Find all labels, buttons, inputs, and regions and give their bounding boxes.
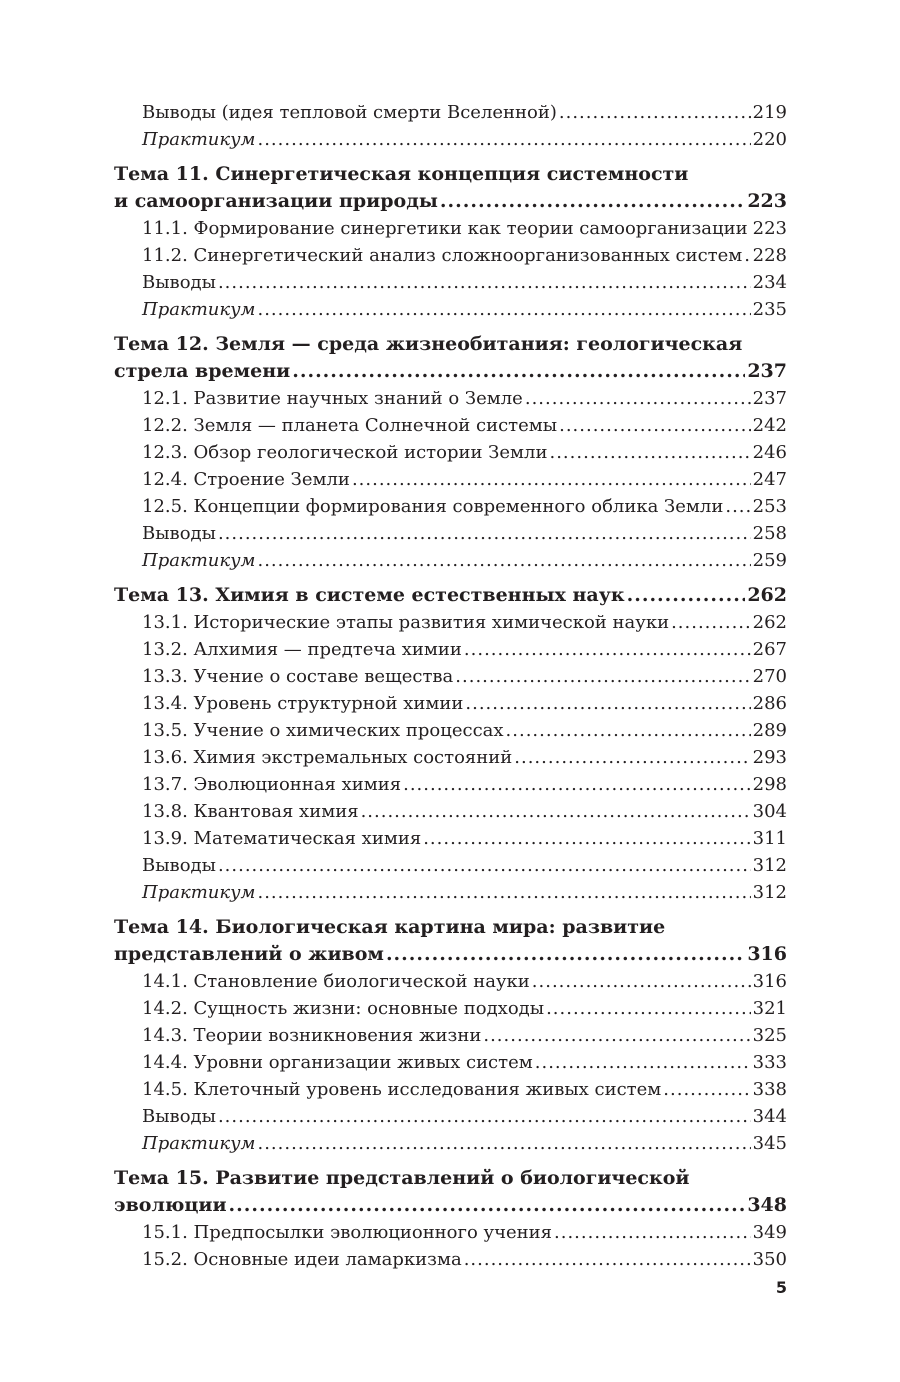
toc-entry-title: 13.9. Математическая химия — [142, 828, 422, 849]
topic-section — [114, 1165, 787, 1273]
toc-entry — [114, 744, 787, 771]
toc-entry — [114, 968, 787, 995]
toc-entry — [114, 1022, 787, 1049]
dot-leader — [257, 547, 750, 574]
toc-entry-title: 13.3. Учение о составе вещества — [142, 666, 454, 687]
toc-entry-title: 13.5. Учение о химических процессах — [142, 720, 504, 741]
toc-entry — [114, 520, 787, 547]
toc-entry — [114, 663, 787, 690]
dot-leader — [546, 995, 751, 1022]
dot-leader — [464, 1246, 751, 1273]
toc-entry — [114, 439, 787, 466]
toc-entry-page: 246 — [752, 442, 787, 463]
topic-heading — [114, 582, 787, 609]
topic-heading-title: и самоорганизации природы — [114, 190, 438, 212]
toc-entry-title: 12.2. Земля — планета Солнечной системы — [142, 415, 558, 436]
toc-entry-page: 253 — [752, 496, 787, 517]
topic-heading-title: Тема 13. Химия в системе естественных наук — [114, 584, 625, 606]
toc-entry-title: 15.1. Предпосылки эволюционного учения — [142, 1222, 553, 1243]
toc-entry-title: 12.1. Развитие научных знаний о Земле — [142, 388, 523, 409]
toc-entry — [114, 995, 787, 1022]
toc-entry-title: 13.1. Исторические этапы развития химической науки — [142, 612, 670, 633]
dot-leader — [559, 412, 751, 439]
toc-entry — [114, 412, 787, 439]
toc-entry-page: 321 — [752, 998, 787, 1019]
dot-leader — [352, 466, 751, 493]
toc-entry-title: 14.2. Сущность жизни: основные подходы — [142, 998, 545, 1019]
topic-section — [114, 331, 787, 574]
toc-entry-title: 12.3. Обзор геологической истории Земли — [142, 442, 548, 463]
toc-entry-title: Выводы — [142, 855, 216, 876]
toc-entry-page: 247 — [752, 469, 787, 490]
toc-entry-title: Практикум — [142, 1133, 256, 1154]
dot-leader — [725, 493, 750, 520]
toc-entry-title: Выводы — [142, 1106, 216, 1127]
toc-entry-page: 286 — [752, 693, 787, 714]
toc-entry-title: Практикум — [142, 550, 256, 571]
toc-entry — [114, 493, 787, 520]
dot-leader — [257, 1130, 750, 1157]
toc-entry-page: 311 — [752, 828, 787, 849]
toc-entry — [114, 126, 787, 153]
dot-leader — [465, 690, 750, 717]
dot-leader — [218, 520, 751, 547]
toc-entry-page: 325 — [752, 1025, 787, 1046]
toc-entry-page: 316 — [752, 971, 787, 992]
toc-entry — [114, 798, 787, 825]
dot-leader — [361, 798, 751, 825]
toc-entry-page: 219 — [752, 102, 787, 123]
table-of-contents — [114, 99, 787, 1273]
toc-entry-page: 350 — [752, 1249, 787, 1270]
toc-entry-page: 220 — [752, 129, 787, 150]
dot-leader — [549, 439, 750, 466]
toc-entry — [114, 690, 787, 717]
topic-section — [114, 914, 787, 1157]
toc-entry — [114, 609, 787, 636]
dot-leader — [506, 717, 751, 744]
dot-leader — [663, 1076, 750, 1103]
toc-entry-title: 14.1. Становление биологической науки — [142, 971, 530, 992]
dot-leader — [554, 1219, 751, 1246]
dot-leader — [218, 1103, 751, 1130]
topic-heading — [114, 358, 787, 385]
toc-entry-title: 15.2. Основные идеи ламаркизма — [142, 1249, 462, 1270]
dot-leader — [627, 582, 746, 609]
toc-entry-title: Выводы — [142, 272, 216, 293]
dot-leader — [750, 215, 751, 242]
toc-entry-page: 293 — [752, 747, 787, 768]
toc-entry-page: 267 — [752, 639, 787, 660]
topic-heading — [114, 941, 787, 968]
dot-leader — [423, 825, 750, 852]
toc-entry — [114, 296, 787, 323]
dot-leader — [525, 385, 751, 412]
dot-leader — [257, 879, 750, 906]
topic-heading-title: эволюции — [114, 1194, 227, 1216]
toc-entry — [114, 269, 787, 296]
dot-leader — [532, 968, 751, 995]
toc-entry-page: 242 — [752, 415, 787, 436]
toc-entry — [114, 385, 787, 412]
topic-heading — [114, 188, 787, 215]
dot-leader — [559, 99, 751, 126]
dot-leader — [535, 1049, 751, 1076]
toc-entry — [114, 825, 787, 852]
topic-heading-page: 262 — [747, 584, 787, 606]
topic-heading-page: 237 — [747, 360, 787, 382]
dot-leader — [514, 744, 750, 771]
toc-entry — [114, 879, 787, 906]
toc-entry — [114, 215, 787, 242]
toc-entry-title: 13.2. Алхимия — предтеча химии — [142, 639, 462, 660]
toc-entry-page: 262 — [752, 612, 787, 633]
toc-entry — [114, 1219, 787, 1246]
toc-entry-title: Практикум — [142, 129, 256, 150]
toc-entry — [114, 1049, 787, 1076]
toc-entry-page: 223 — [752, 218, 787, 239]
topic-heading-title: представлений о живом — [114, 943, 384, 965]
dot-leader — [455, 663, 750, 690]
toc-entry-title: Практикум — [142, 299, 256, 320]
toc-entry-page: 234 — [752, 272, 787, 293]
topic-heading-line: Тема 12. Земля — среда жизнеобитания: геологическая — [114, 333, 743, 355]
toc-entry-page: 312 — [752, 882, 787, 903]
toc-entry-page: 304 — [752, 801, 787, 822]
topic-heading-page: 316 — [747, 943, 787, 965]
toc-entry-page: 333 — [752, 1052, 787, 1073]
toc-entry-page: 345 — [752, 1133, 787, 1154]
topic-heading-line: Тема 15. Развитие представлений о биологической — [114, 1167, 690, 1189]
toc-entry-page: 344 — [752, 1106, 787, 1127]
dot-leader — [671, 609, 751, 636]
toc-entry-page: 338 — [752, 1079, 787, 1100]
dot-leader — [386, 941, 745, 968]
toc-entry — [114, 99, 787, 126]
toc-entry — [114, 1103, 787, 1130]
topic-section — [114, 582, 787, 906]
toc-entry — [114, 852, 787, 879]
page-number: 5 — [775, 1278, 787, 1297]
toc-entry-title: 11.1. Формирование синергетики как теории самоорганизации — [142, 218, 748, 239]
toc-entry-page: 235 — [752, 299, 787, 320]
topic-heading-title: стрела времени — [114, 360, 291, 382]
toc-entry — [114, 636, 787, 663]
toc-entry — [114, 717, 787, 744]
toc-entry-title: Практикум — [142, 882, 256, 903]
toc-entry — [114, 1130, 787, 1157]
dot-leader — [218, 852, 751, 879]
toc-entry — [114, 547, 787, 574]
toc-entry-title: 13.4. Уровень структурной химии — [142, 693, 464, 714]
dot-leader — [483, 1022, 750, 1049]
toc-entry-page: 349 — [752, 1222, 787, 1243]
toc-entry-title: 13.7. Эволюционная химия — [142, 774, 402, 795]
topic-heading-page: 223 — [747, 190, 787, 212]
topic-heading-line: Тема 11. Синергетическая концепция системности — [114, 163, 689, 185]
toc-entry-title: 11.2. Синергетический анализ сложноорганизованных систем — [142, 245, 743, 266]
toc-entry-title: 14.3. Теории возникновения жизни — [142, 1025, 482, 1046]
toc-entry-title: Выводы — [142, 523, 216, 544]
toc-entry — [114, 771, 787, 798]
toc-entry-page: 259 — [752, 550, 787, 571]
toc-entry — [114, 242, 787, 269]
toc-entry-page: 289 — [752, 720, 787, 741]
topic-heading-page: 348 — [747, 1194, 787, 1216]
topic-heading-line: Тема 14. Биологическая картина мира: развитие — [114, 916, 666, 938]
toc-entry-page: 237 — [752, 388, 787, 409]
dot-leader — [403, 771, 751, 798]
toc-entry-page: 312 — [752, 855, 787, 876]
dot-leader — [440, 188, 745, 215]
dot-leader — [464, 636, 751, 663]
toc-entry-title: Выводы (идея тепловой смерти Вселенной) — [142, 102, 557, 123]
toc-entry-page: 270 — [752, 666, 787, 687]
toc-entry-page: 258 — [752, 523, 787, 544]
toc-entry-title: 13.8. Квантовая химия — [142, 801, 359, 822]
toc-entry — [114, 1076, 787, 1103]
dot-leader — [229, 1192, 746, 1219]
toc-entry-title: 12.5. Концепции формирования современного облика Земли — [142, 496, 724, 517]
toc-entry-title: 13.6. Химия экстремальных состояний — [142, 747, 513, 768]
dot-leader — [257, 296, 750, 323]
toc-entry-page: 228 — [752, 245, 787, 266]
toc-entry-title: 14.5. Клеточный уровень исследования живых систем — [142, 1079, 662, 1100]
dot-leader — [257, 126, 750, 153]
toc-entry — [114, 1246, 787, 1273]
dot-leader — [292, 358, 745, 385]
dot-leader — [218, 269, 751, 296]
dot-leader — [744, 242, 750, 269]
toc-entry-page: 298 — [752, 774, 787, 795]
toc-entry-title: 12.4. Строение Земли — [142, 469, 350, 490]
toc-entry-title: 14.4. Уровни организации живых систем — [142, 1052, 533, 1073]
topic-section — [114, 161, 787, 323]
toc-entry — [114, 466, 787, 493]
topic-heading — [114, 1192, 787, 1219]
